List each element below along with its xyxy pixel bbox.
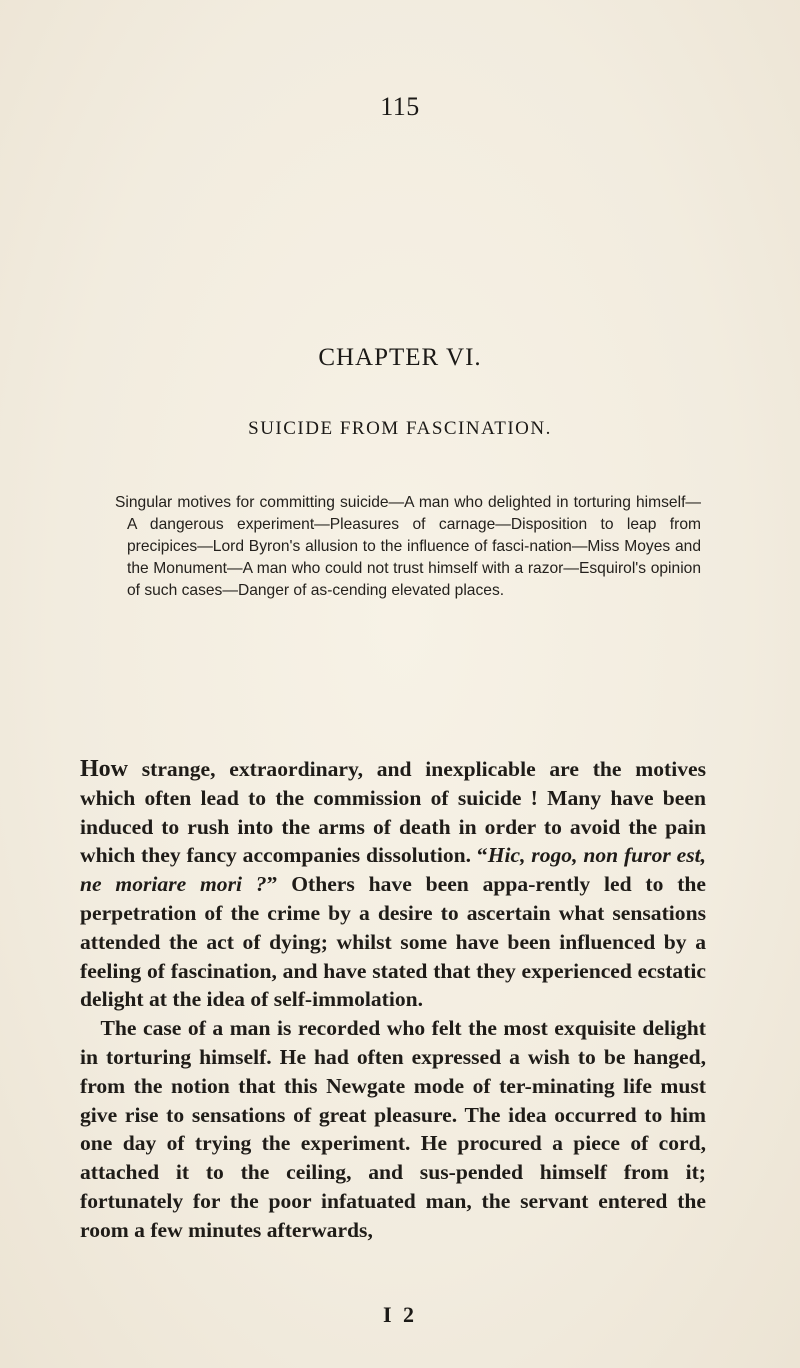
latin-quote: Hic, rogo, non furor est, ne moriare mori ? — [80, 843, 706, 897]
paragraph-1-text-b: ” Others have been appa-rently led to the perpetration of the crime by a desire to ascertain what sensations attended the act of dying; whilst some have been influenced by a feeling of fascination, and have stated that they experienced ecstatic delight at the idea of self-immolation. — [80, 872, 706, 1012]
chapter-title: CHAPTER VI. — [318, 344, 482, 371]
page-number: 115 — [380, 92, 420, 121]
paragraph-1-text-a: strange, extraordinary, and inexplicable are the motives which often lead to the commission of suicide ! Many have been induced to rush into the arms of death in order to avoid the pain which they fancy accompanies dissolution. “ — [80, 757, 706, 868]
signature-mark: I 2 — [382, 1302, 418, 1327]
paragraph-1 — [80, 755, 706, 1014]
paragraph-lead-word: How — [80, 756, 128, 782]
paragraph-2: The case of a man is recorded who felt the most exquisite delight in torturing himself. He had often expressed a wish to be hanged, from the notion that this Newgate mode of ter-minating life must give rise to sensations of great pleasure. The idea occurred to him one day of trying the experiment. He procured a piece of cord, attached it to the ceiling, and sus-pended himself from it; fortunately for the poor infatuated man, the servant entered the room a few minutes afterwards, — [80, 1016, 706, 1242]
chapter-summary: Singular motives for committing suicide—A man who delighted in torturing himself—A dangerous experiment—Pleasures of carnage—Disposition to leap from precipices—Lord Byron's allusion to the influence of fasci-nation—Miss Moyes and the Monument—A man who could not trust himself with a razor—Esquirol's opinion of such cases—Danger of as-cending elevated places. — [115, 494, 701, 600]
body-text — [80, 755, 706, 1245]
section-title: SUICIDE FROM FASCINATION. — [248, 418, 552, 439]
